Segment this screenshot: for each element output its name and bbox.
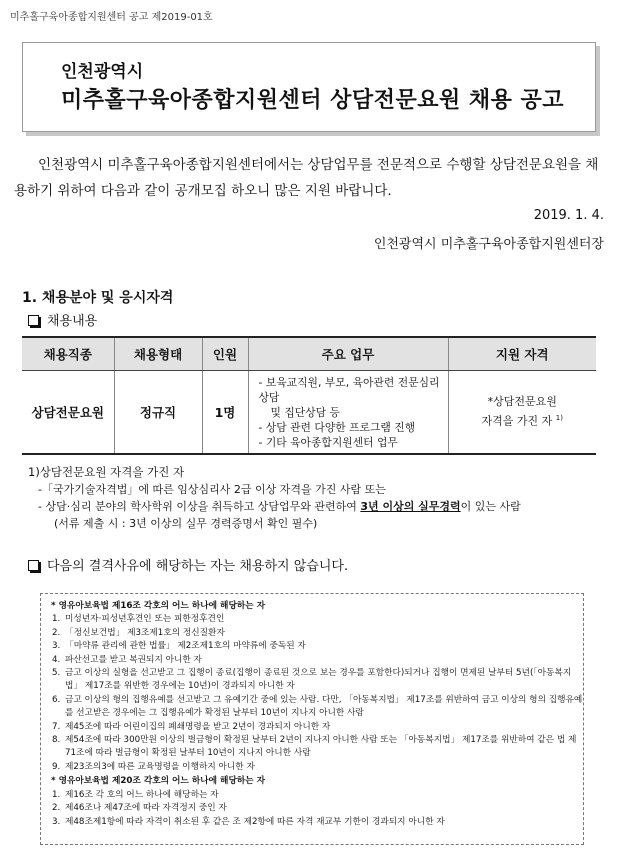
header-type: 채용형태 <box>114 337 202 371</box>
footnote-marker: 1) <box>555 414 563 423</box>
group1-title: * 영유아보육법 제16조 각호의 어느 하나에 해당하는 자 <box>51 601 266 611</box>
group2-title: * 영유아보육법 제20조 각호의 어느 하나에 해당하는 자 <box>51 776 266 787</box>
cell-count: 1명 <box>202 371 248 455</box>
duty-item: - 기타 육아종합지원센터 업무 <box>258 435 398 449</box>
note-title: 1)상담전문요원 자격을 가진 자 <box>28 465 185 479</box>
qualification-line1: *상담전문요원 <box>487 395 557 409</box>
intro-paragraph <box>14 152 604 204</box>
header-count: 인원 <box>202 337 248 371</box>
list-item: 1. 미성년자·피성년후견인 또는 피한정후견인 <box>63 613 583 626</box>
qualification-notes <box>28 464 521 532</box>
issuing-organization: 인천광역시 미추홀구육아종합지원센터장 <box>373 237 604 252</box>
experience-emphasis: 3년 이상의 실무경력 <box>360 500 461 513</box>
duty-item: 및 집단상담 등 <box>270 405 340 419</box>
disqualification-box <box>40 593 584 845</box>
header-qualification: 지원 자격 <box>448 337 596 371</box>
cell-job: 상담전문요원 <box>22 371 114 455</box>
list-item: 2. 「정신보건법」 제3조제1호의 정신질환자 <box>63 627 583 640</box>
section1-subheading <box>28 310 97 329</box>
list-item: 2. 제46조나 제47조에 따라 자격정지 중인 자 <box>63 802 583 815</box>
document-number: 미추홀구육아종합지원센터 공고 제2019-01호 <box>10 12 213 23</box>
table-row <box>22 371 596 455</box>
cell-duties <box>248 371 448 455</box>
duty-item: - 상담 관련 다양한 프로그램 진행 <box>258 420 416 434</box>
qualification-line2: 자격을 가진 자 $^{1)}$ <box>481 414 563 428</box>
header-job: 채용직종 <box>22 337 114 371</box>
note-item: - 상담·심리 분야의 학사학위 이상을 취득하고 상담업무와 관련하여 3년 이상의 실무경력이 있는 사람 <box>38 500 521 513</box>
group2-list <box>41 789 583 829</box>
duty-item: - 보육교직원, 부모, 육아관련 전문심리상담 <box>258 375 440 404</box>
checkbox-bullet-icon <box>28 560 39 571</box>
list-item: 4. 파산선고를 받고 복권되지 아니한 자 <box>63 654 583 667</box>
title-box <box>22 42 596 132</box>
header-duties: 주요 업무 <box>248 337 448 371</box>
list-item: 7. 제45조에 따라 어린이집의 폐쇄명령을 받고 2년이 경과되지 아니한 자 <box>63 721 583 734</box>
section1-sub-label: 채용내용 <box>47 314 98 329</box>
cell-qualification <box>448 371 596 455</box>
checkbox-bullet-icon <box>28 315 39 326</box>
list-item: 1. 제16조 각 호의 어느 하나에 해당하는 자 <box>63 789 583 802</box>
announcement-date: 2019. 1. 4. <box>533 208 604 223</box>
section2-heading-text: 다음의 결격사유에 해당하는 자는 채용하지 않습니다. <box>47 559 349 574</box>
list-item: 5. 금고 이상의 실형을 선고받고 그 집행이 종료(집행이 종료된 것으로 보는 경우를 포함한다)되거나 집행이 면제된 날부터 5년(「아동복지법」 제17조를 위반한 경우에는 10년)이 경과되지 아니한 자 <box>63 667 583 694</box>
group1-list <box>41 613 583 774</box>
list-item: 6. 금고 이상의 형의 집행유예를 선고받고 그 유예기간 중에 있는 사람. 다만, 「아동복지법」 제17조를 위반하여 금고 이상의 형의 집행유예를 선고받은 경우에는 그 집행유예가 확정된 날부터 10년이 지나지 아니한 사람 <box>63 694 583 721</box>
cell-type: 정규직 <box>114 371 202 455</box>
section1-heading: 1. 채용분야 및 응시자격 <box>22 290 174 306</box>
title-subtitle: 인천광역시 <box>61 62 144 82</box>
intro-text: 인천광역시 미추홀구육아종합지원센터에서는 상담업무를 전문적으로 수행할 상담전문요원을 채용하기 위하여 다음과 같이 공개모집 하오니 많은 지원 바랍니다. <box>14 157 599 199</box>
list-item: 8. 제54조에 따라 300만원 이상의 벌금형이 확정된 날부터 2년이 지나지 아니한 사람 또는 「아동복지법」 제17조를 위반하여 같은 법 제71조에 따라 벌금형이 확정된 날부터 10년이 지나지 아니한 사람 <box>63 734 583 761</box>
list-item: 3. 제48조제1항에 따라 자격이 취소된 후 같은 조 제2항에 따른 자격 재교부 기한이 경과되지 아니한 자 <box>63 816 583 829</box>
page-title: 미추홀구육아종합지원센터 상담전문요원 채용 공고 <box>61 88 565 113</box>
list-item: 9. 제23조의3에 따른 교육명령을 이행하지 아니한 자 <box>63 761 583 774</box>
table-header-row <box>22 337 596 371</box>
note-item: (서류 제출 시 : 3년 이상의 실무 경력증명서 확인 필수) <box>54 517 318 530</box>
recruitment-table <box>22 336 596 455</box>
note-item: -「국가기술자격법」에 따른 임상심리사 2급 이상 자격을 가진 사람 또는 <box>38 483 386 496</box>
list-item: 3. 「마약류 관리에 관한 법률」 제2조제1호의 마약류에 중독된 자 <box>63 640 583 653</box>
section2-heading <box>28 555 348 574</box>
